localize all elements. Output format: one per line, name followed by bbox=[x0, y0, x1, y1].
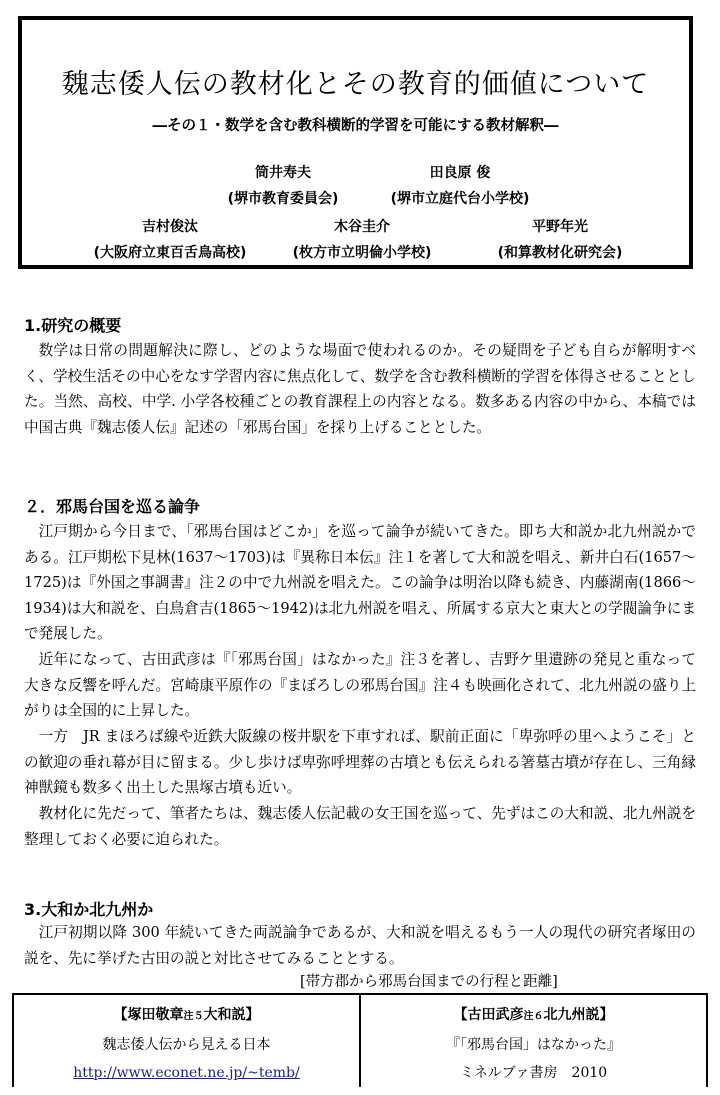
author-name: 平野年光 bbox=[532, 219, 588, 235]
author-affiliation: (大阪府立東百舌鳥高校) bbox=[93, 245, 247, 261]
body-paragraph: 数学は日常の問題解決に際し、どのような場面で使われるのか。その疑問を子ども自らが解明すべく、学校生活その中心をなす学習内容に焦点化して、数学を含む教科横断的学習を体得させることとした。当然、高校、中学. 小学各校種ごとの教育課程上の内容となる。数多ある内容の中から、本稿では中国古典『魏志倭人伝』記述の「邪馬台国」を採り上げることとした。 bbox=[24, 342, 696, 436]
author-affiliation: (堺市立庭代台小学校) bbox=[390, 191, 530, 207]
author-affiliation: (枚方市立明倫小学校) bbox=[292, 245, 432, 261]
body-paragraph: 近年になって、古田武彦は『「邪馬台国」はなかった』注３を著し、吉野ケ里遺跡の発見と重なって大きな反響を呼んだ。宮崎康平原作の『まぼろしの邪馬台国』注４も映画化されて、北九州説の盛り上がりは全国的に上昇した。 bbox=[24, 651, 696, 720]
body-paragraph: 江戸期から今日まで、「邪馬台国はどこか」を巡って論争が続いてきた。即ち大和説か北九州説かである。江戸期松下見林(1637～1703)は『異称日本伝』注１を著して大和説を唱え、新井白石(1657～1725)は『外国之事調書』注２の中で九州説を唱えた。この論争は明治以降も続き、内藤湖南(1866～1934)は大和説を、白鳥倉吉(1865～1942)は北九州説を唱え、所属する京大と東大との学閥論争にまで発展した。 bbox=[24, 523, 696, 643]
author-name: 田良原 俊 bbox=[429, 165, 491, 181]
author-affiliation: (堺市教育委員会) bbox=[227, 191, 339, 207]
section-heading: 3.大和か北九州か bbox=[24, 900, 154, 919]
paper-title: 魏志倭人伝の教材化とその教育的価値について bbox=[61, 69, 650, 100]
column-heading: 【塚田敬章注５大和説】 bbox=[113, 1007, 260, 1023]
footnote-marker: 注５ bbox=[183, 1011, 204, 1022]
reference-link[interactable]: http://www.econet.ne.jp/~temb/ bbox=[73, 1065, 300, 1081]
author-name: 筒井寿夫 bbox=[255, 165, 311, 181]
table-caption: [帯方郡から邪馬台国までの行程と距離] bbox=[300, 974, 558, 990]
body-paragraph: 教材化に先だって、筆者たちは、魏志倭人伝記載の女王国を巡って、先ずはこの大和説、北九州説を整理しておく必要に迫られた。 bbox=[24, 805, 696, 848]
section-heading: 1.研究の概要 bbox=[24, 316, 122, 335]
body-paragraph: 一方 JR まほろば線や近鉄大阪線の桜井駅を下車すれば、駅前正面に「卑弥呼の里へようこそ」との歓迎の垂れ幕が目に留まる。少し歩けば卑弥呼埋葬の古墳とも伝えられる箸墓古墳が存在し、三角縁神獣鏡も数多く出土した黒塚古墳も近い。 bbox=[24, 728, 696, 797]
author-affiliation: (和算教材化研究会) bbox=[497, 245, 623, 261]
column-heading: 【古田武彦注６北九州説】 bbox=[453, 1007, 614, 1023]
footnote-marker: 注６ bbox=[523, 1011, 544, 1022]
furuta-column bbox=[360, 994, 707, 1087]
body-paragraph: 江戸初期以降 300 年続いてきた両説論争であるが、大和説を唱えるもう一人の現代の研究者塚田の説を、先に挙げた古田の説と対比させてみることとする。 bbox=[24, 924, 696, 967]
reference-title: 魏志倭人伝から見える日本 bbox=[102, 1037, 271, 1053]
tsukada-column bbox=[13, 994, 360, 1087]
title-box bbox=[18, 16, 693, 269]
comparison-table bbox=[12, 993, 708, 1087]
reference-publisher: ミネルブァ書房 2010 bbox=[459, 1065, 608, 1081]
author-name: 吉村俊汰 bbox=[142, 219, 198, 235]
reference-title: 『「邪馬台国」はなかった』 bbox=[446, 1037, 621, 1053]
paper-subtitle: ―その１・数学を含む教科横断的学習を可能にする教材解釈― bbox=[152, 118, 559, 134]
section-heading: ２．邪馬台国を巡る論争 bbox=[24, 497, 201, 516]
author-name: 木谷圭介 bbox=[334, 219, 390, 235]
